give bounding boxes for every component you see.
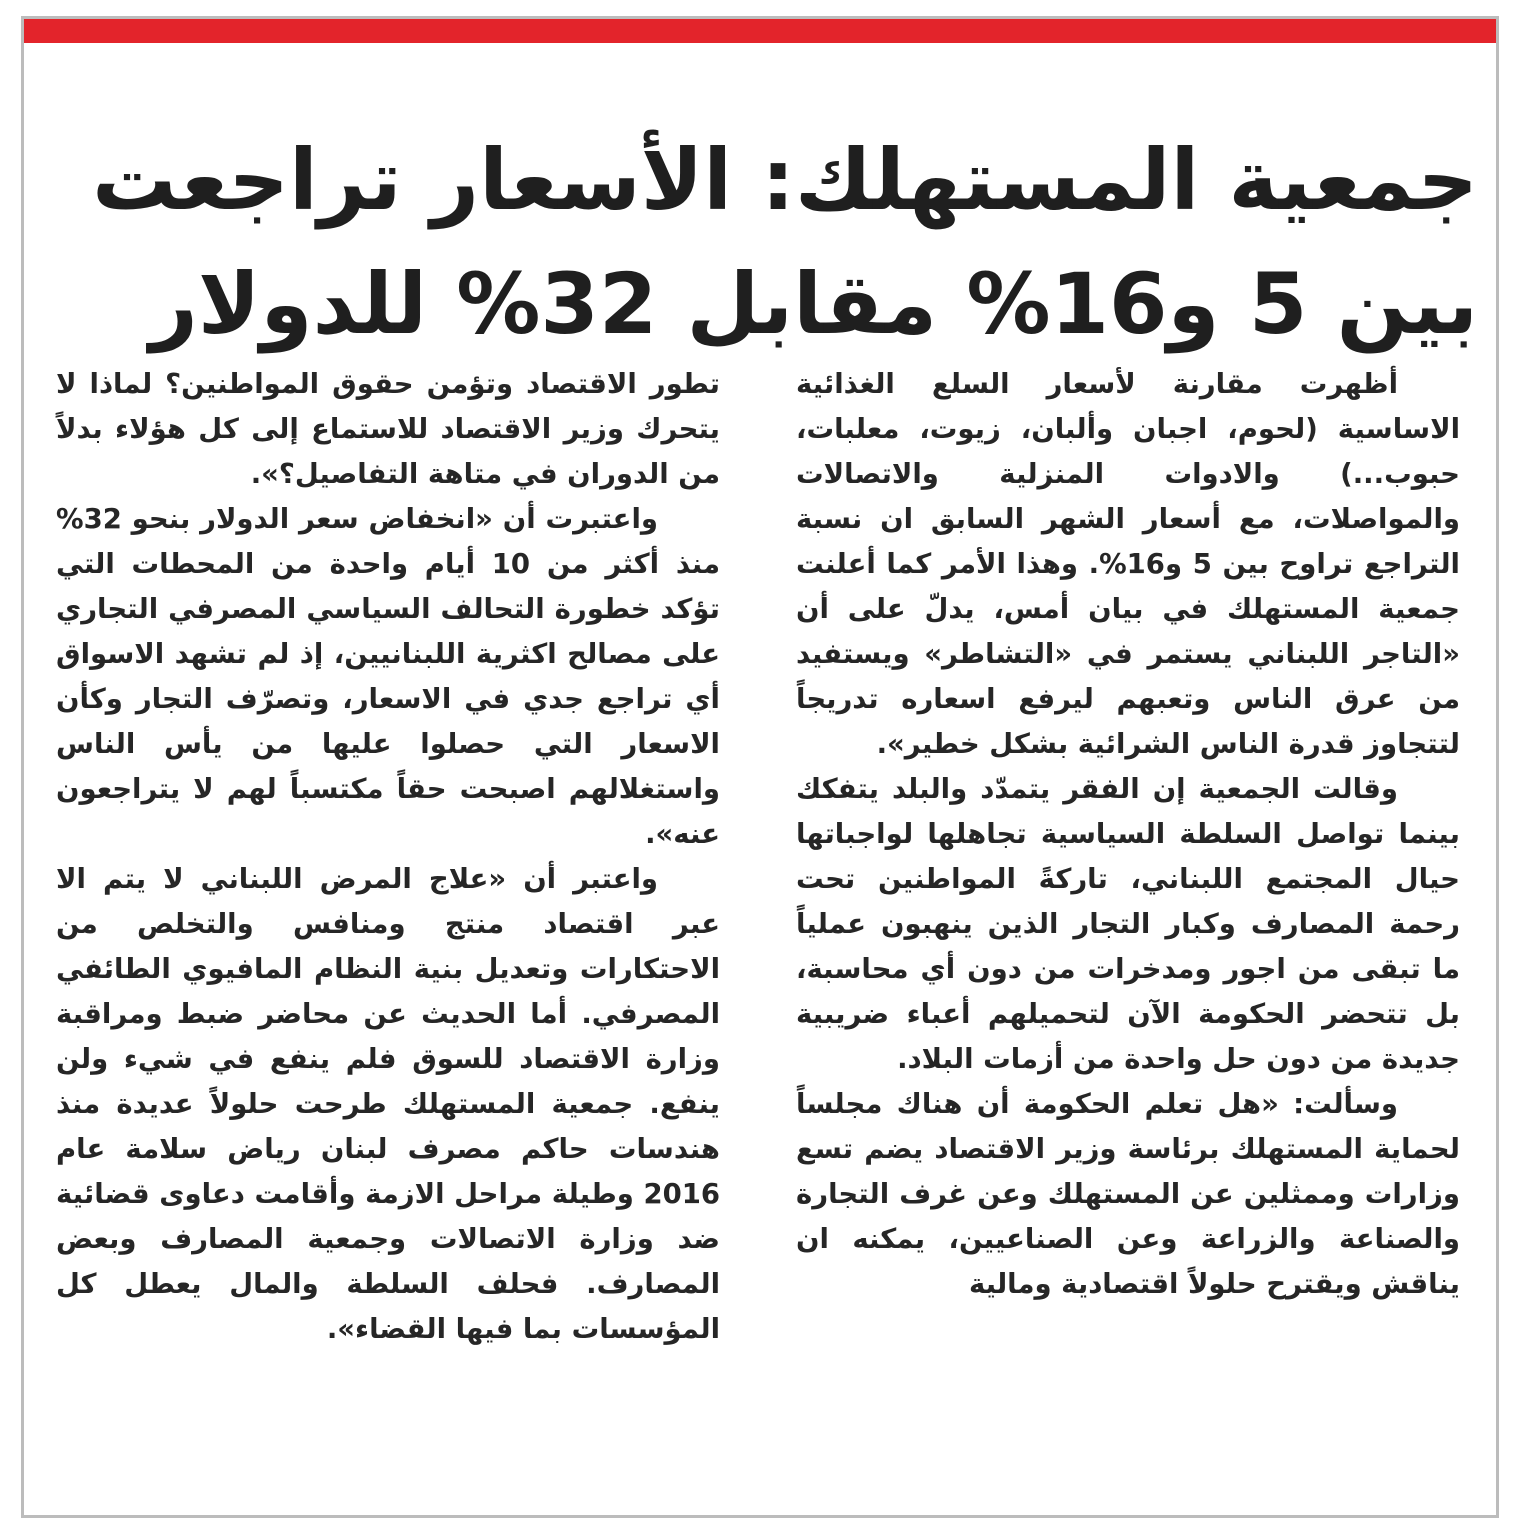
paragraph: وسألت: «هل تعلم الحكومة أن هناك مجلساً لحماية المستهلك برئاسة وزير الاقتصاد يضم تسع وزارات وممثلين عن المستهلك وعن غرف التجارة والصناعة والزراعة وعن الصناعيين، يمكنه ان يناقش ويقترح حلولاً اقتصادية ومالية <box>796 1088 1460 1300</box>
paragraph: وقالت الجمعية إن الفقر يتمدّد والبلد يتفكك بينما تواصل السلطة السياسية تجاهلها لواجباتها حيال المجتمع اللبناني، تاركةً المواطنين تحت رحمة المصارف وكبار التجار الذين ينهبون عملياً ما تبقى من اجور ومدخرات من دون أي محاسبة، بل تتحضر الحكومة الآن لتحميلهم أعباء ضريبية جديدة من دون حل واحدة من أزمات البلاد. <box>796 773 1460 1075</box>
headline-line-2: بين 5 و16% مقابل 32% للدولار <box>149 255 1478 353</box>
paragraph: تطور الاقتصاد وتؤمن حقوق المواطنين؟ لماذا لا يتحرك وزير الاقتصاد للاستماع إلى كل هؤلاء بدلاً من الدوران في متاهة التفاصيل؟». <box>56 368 720 490</box>
article-column-left <box>56 362 720 1352</box>
paragraph: أظهرت مقارنة لأسعار السلع الغذائية الاساسية (لحوم، اجبان وألبان، زيوت، معلبات، حبوب...) والادوات المنزلية والاتصالات والمواصلات، مع أسعار الشهر السابق ان نسبة التراجع تراوح بين 5 و16%. وهذا الأمر كما أعلنت جمعية المستهلك في بيان أمس، يدلّ على أن «التاجر اللبناني يستمر في «التشاطر» ويستفيد من عرق الناس وتعبهم ليرفع اسعاره تدريجاً لتتجاوز قدرة الناس الشرائية بشكل خطير». <box>796 368 1460 760</box>
accent-bar <box>24 19 1496 43</box>
paragraph: واعتبر أن «علاج المرض اللبناني لا يتم الا عبر اقتصاد منتج ومنافس والتخلص من الاحتكارات وتعديل بنية النظام المافيوي الطائفي المصرفي. أما الحديث عن محاضر ضبط ومراقبة وزارة الاقتصاد للسوق فلم ينفع في شيء ولن ينفع. جمعية المستهلك طرحت حلولاً عديدة منذ هندسات حاكم مصرف لبنان رياض سلامة عام 2016 وطيلة مراحل الازمة وأقامت دعاوى قضائية ضد وزارة الاتصالات وجمعية المصارف وبعض المصارف. فحلف السلطة والمال يعطل كل المؤسسات بما فيها القضاء». <box>56 863 720 1345</box>
paragraph: واعتبرت أن «انخفاض سعر الدولار بنحو 32% منذ أكثر من 10 أيام واحدة من المحطات التي تؤكد خطورة التحالف السياسي المصرفي التجاري على مصالح اكثرية اللبنانيين، إذ لم تشهد الاسواق أي تراجع جدي في الاسعار، وتصرّف التجار وكأن الاسعار التي حصلوا عليها من يأس الناس واستغلالهم اصبحت حقاً مكتسباً لهم لا يتراجعون عنه». <box>56 503 720 850</box>
article-column-right <box>796 362 1460 1307</box>
headline-line-1: جمعية المستهلك: الأسعار تراجعت <box>92 131 1478 229</box>
headline <box>92 118 1478 366</box>
